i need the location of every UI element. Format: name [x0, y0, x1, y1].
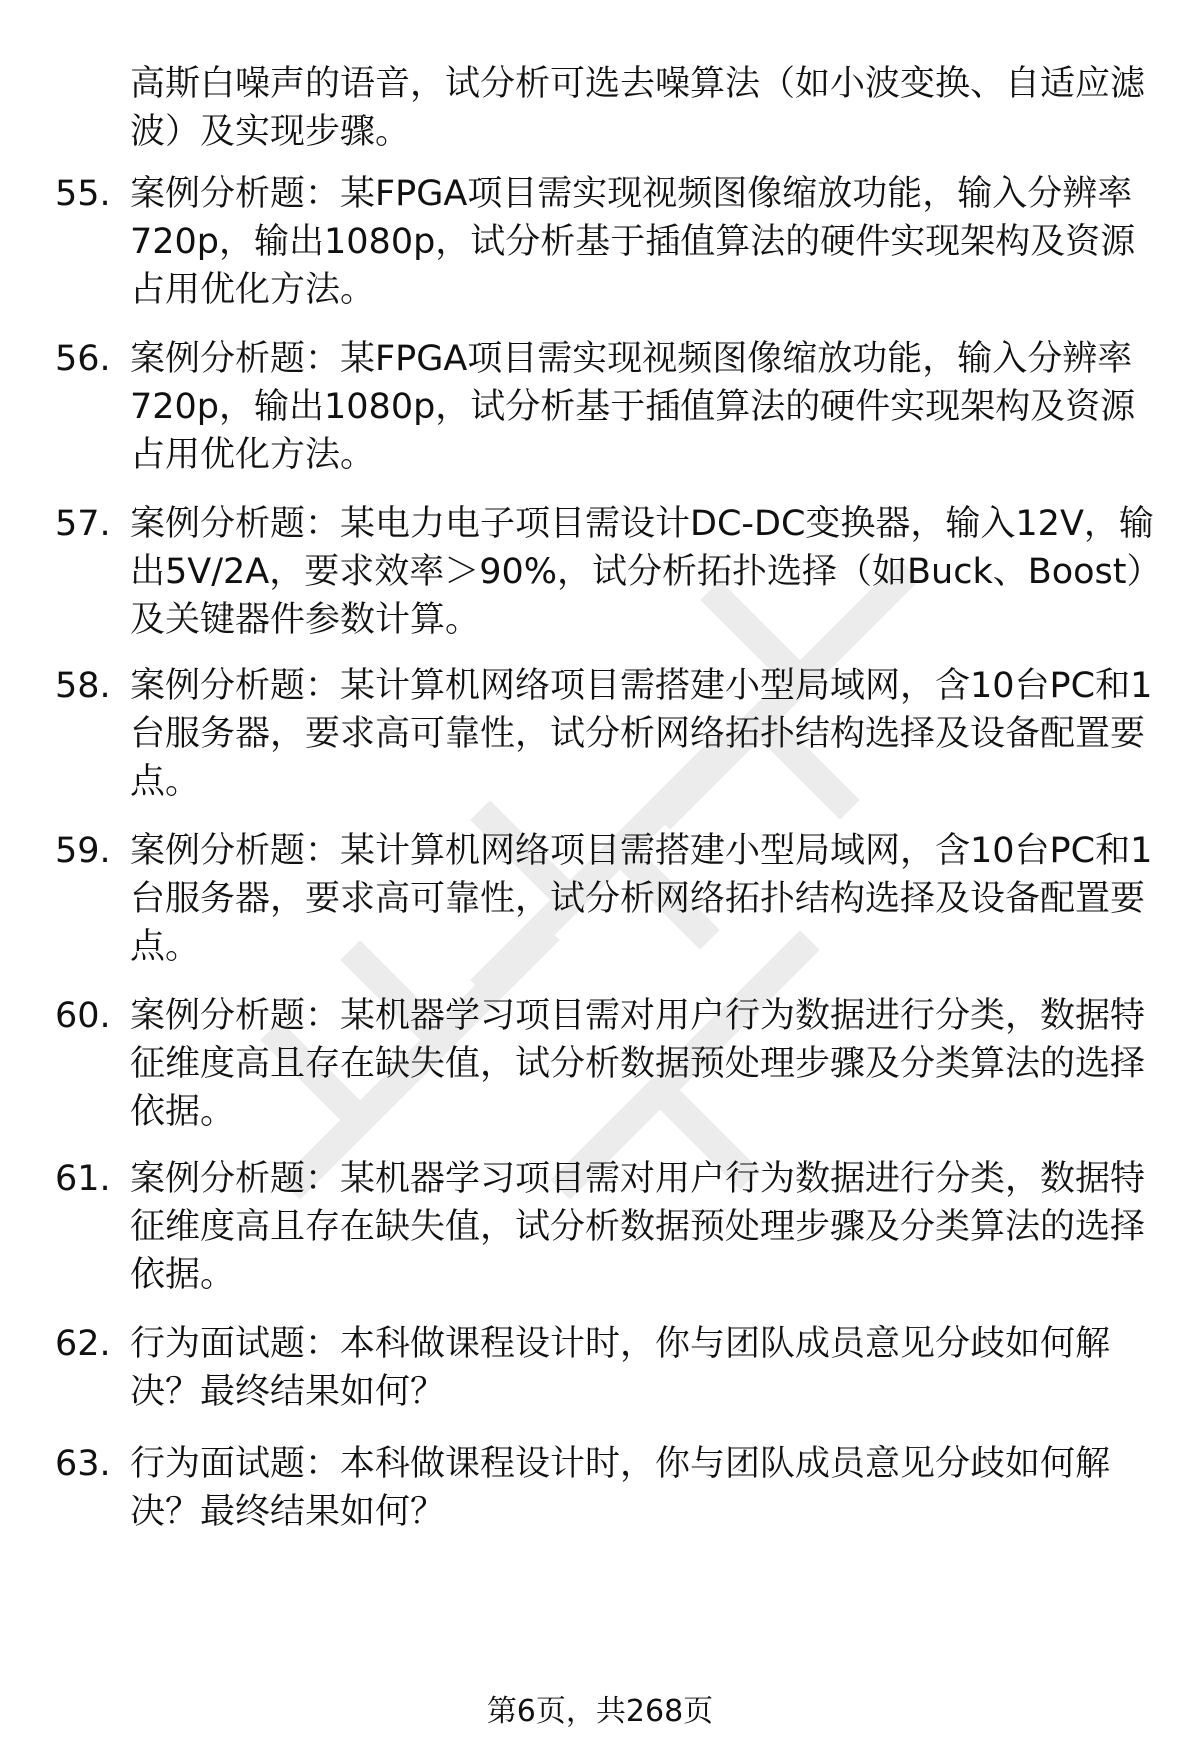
question-number: 57.	[55, 504, 111, 544]
question-text: 案例分析题：某机器学习项目需对用户行为数据进行分类，数据特征维度高且存在缺失值，试分析数据预处理步骤及分类算法的选择依据。	[130, 996, 1146, 1132]
question-text: 行为面试题：本科做课程设计时，你与团队成员意见分歧如何解决？最终结果如何？	[130, 1444, 1111, 1532]
question-text: 案例分析题：某FPGA项目需实现视频图像缩放功能，输入分辨率720p，输出1080p，试分析基于插值算法的硬件实现架构及资源占用优化方法。	[130, 339, 1136, 475]
question-number: 58.	[55, 666, 111, 706]
question-number: 61.	[55, 1159, 111, 1199]
question-text: 案例分析题：某计算机网络项目需搭建小型局域网，含10台PC和1台服务器，要求高可靠性，试分析网络拓扑结构选择及设备配置要点。	[130, 666, 1153, 802]
continuation-paragraph: 高斯白噪声的语音，试分析可选去噪算法（如小波变换、自适应滤波）及实现步骤。	[130, 64, 1146, 152]
question-text: 案例分析题：某机器学习项目需对用户行为数据进行分类，数据特征维度高且存在缺失值，试分析数据预处理步骤及分类算法的选择依据。	[130, 1159, 1146, 1295]
question-number: 59.	[55, 831, 111, 871]
question-text: 案例分析题：某FPGA项目需实现视频图像缩放功能，输入分辨率720p，输出1080p，试分析基于插值算法的硬件实现架构及资源占用优化方法。	[130, 174, 1136, 310]
question-number: 60.	[55, 996, 111, 1036]
question-text: 行为面试题：本科做课程设计时，你与团队成员意见分歧如何解决？最终结果如何？	[130, 1324, 1111, 1412]
question-number: 62.	[55, 1324, 111, 1364]
page-footer: 第6页，共268页	[486, 1694, 714, 1729]
question-number: 55.	[55, 174, 111, 214]
question-text: 案例分析题：某计算机网络项目需搭建小型局域网，含10台PC和1台服务器，要求高可靠性，试分析网络拓扑结构选择及设备配置要点。	[130, 831, 1153, 967]
question-number: 56.	[55, 339, 111, 379]
question-text: 案例分析题：某电力电子项目需设计DC-DC变换器，输入12V，输出5V/2A，要求效率＞90%，试分析拓扑选择（如Buck、Boost）及关键器件参数计算。	[130, 504, 1154, 640]
question-number: 63.	[55, 1444, 111, 1484]
